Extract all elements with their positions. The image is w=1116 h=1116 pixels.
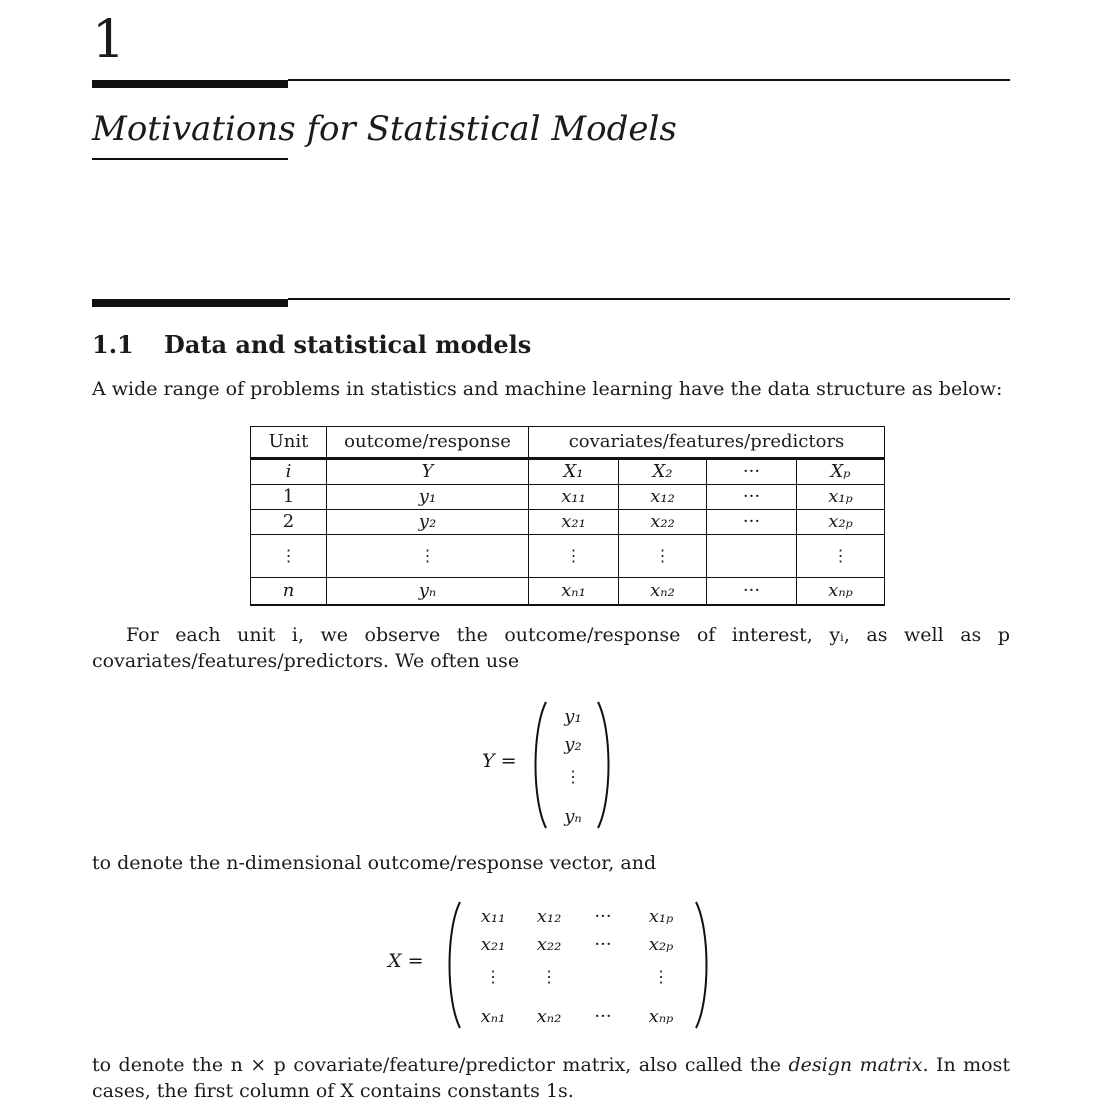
eqX-entry: ··· <box>594 934 612 955</box>
table-cell: x₂₁ <box>529 510 619 535</box>
section-title: Data and statistical models <box>164 330 532 359</box>
table-cell: ··· <box>707 510 797 535</box>
eqY-entry: yₙ <box>564 806 582 827</box>
right-paren-icon <box>692 900 712 1030</box>
table-row <box>251 535 885 578</box>
chapter-title: Motivations for Statistical Models <box>92 109 677 149</box>
table-cell: x₁ₚ <box>797 485 885 510</box>
header-unit: Unit <box>251 427 327 459</box>
table-cell <box>707 535 797 578</box>
table-cell: X₂ <box>619 459 707 485</box>
table-row <box>251 485 885 510</box>
table-cell: xₙₚ <box>797 578 885 606</box>
eqX-entry: x₁₂ <box>536 906 562 927</box>
table-cell: n <box>251 578 327 606</box>
table-cell: x₂ₚ <box>797 510 885 535</box>
table-cell: ⋮ <box>797 535 885 578</box>
table-cell: ··· <box>707 459 797 485</box>
table-cell: yₙ <box>327 578 529 606</box>
table-row <box>251 510 885 535</box>
table-row <box>251 578 885 606</box>
table-cell: i <box>251 459 327 485</box>
left-paren-icon <box>530 700 550 830</box>
table-cell: 1 <box>251 485 327 510</box>
table-header-row <box>251 427 885 459</box>
paragraph-design-matrix <box>92 1052 1010 1104</box>
right-paren-icon <box>594 700 614 830</box>
table-cell: ⋮ <box>619 535 707 578</box>
table-cell: x₁₂ <box>619 485 707 510</box>
eqX-entry: ··· <box>594 1006 612 1027</box>
chapter-rule-thin <box>288 79 1010 81</box>
table-cell: x₁₁ <box>529 485 619 510</box>
chapter-title-underline <box>92 158 288 160</box>
eqX-entry: xₙ₁ <box>480 1006 506 1027</box>
eqY-entry: y₁ <box>564 706 582 727</box>
paragraph-units-text: For each unit i, we observe the outcome/response of interest, yᵢ, as well as p covariates/features/predictors. We often use <box>92 624 1010 672</box>
eqX-entry: x₁₁ <box>480 906 506 927</box>
p4-text-b: . In most cases, the first column of X contains constants 1s. <box>92 1054 1011 1102</box>
table-cell: Y <box>327 459 529 485</box>
table-cell: ··· <box>707 578 797 606</box>
intro-paragraph: A wide range of problems in statistics and machine learning have the data structure as below: <box>92 378 1003 400</box>
section-number: 1.1 <box>92 330 134 359</box>
chapter-number: 1 <box>92 10 126 70</box>
section-rule-thin <box>288 298 1010 300</box>
p4-text-a: to denote the n × p covariate/feature/predictor matrix, also called the <box>92 1054 789 1076</box>
table-cell: xₙ₁ <box>529 578 619 606</box>
left-paren-icon <box>444 900 464 1030</box>
eqX-entry: xₙ₂ <box>536 1006 562 1027</box>
table-cell: ⋮ <box>327 535 529 578</box>
eqY-vdots: ⋮ <box>565 767 581 786</box>
table-cell: Xₚ <box>797 459 885 485</box>
section-rule-thick <box>92 299 288 307</box>
table-cell: ⋮ <box>529 535 619 578</box>
table-row <box>251 459 885 485</box>
header-outcome: outcome/response <box>327 427 529 459</box>
eqX-vdots: ⋮ <box>653 967 669 986</box>
table-cell: y₁ <box>327 485 529 510</box>
eqY-entry: y₂ <box>564 734 582 755</box>
eqX-entry: x₂₂ <box>536 934 562 955</box>
table-cell: 2 <box>251 510 327 535</box>
paragraph-response: to denote the n-dimensional outcome/response vector, and <box>92 852 657 874</box>
eqY-lhs: Y = <box>482 750 517 772</box>
table-cell: xₙ₂ <box>619 578 707 606</box>
eqX-lhs: X = <box>388 950 424 972</box>
table-cell: y₂ <box>327 510 529 535</box>
table-cell: x₂₂ <box>619 510 707 535</box>
eqX-entry: xₙₚ <box>648 1006 674 1027</box>
eqX-entry: x₂ₚ <box>648 934 674 955</box>
data-structure-table <box>250 426 885 606</box>
eqX-entry: x₂₁ <box>480 934 506 955</box>
design-matrix-emph: design matrix <box>788 1054 923 1076</box>
eqX-vdots: ⋮ <box>485 967 501 986</box>
eqX-entry: x₁ₚ <box>648 906 674 927</box>
chapter-rule-thick <box>92 80 288 88</box>
eqX-vdots: ⋮ <box>541 967 557 986</box>
eqX-entry: ··· <box>594 906 612 927</box>
table-cell: X₁ <box>529 459 619 485</box>
table-cell: ⋮ <box>251 535 327 578</box>
header-covariates: covariates/features/predictors <box>529 427 885 459</box>
table-cell: ··· <box>707 485 797 510</box>
paragraph-units <box>92 622 1010 674</box>
